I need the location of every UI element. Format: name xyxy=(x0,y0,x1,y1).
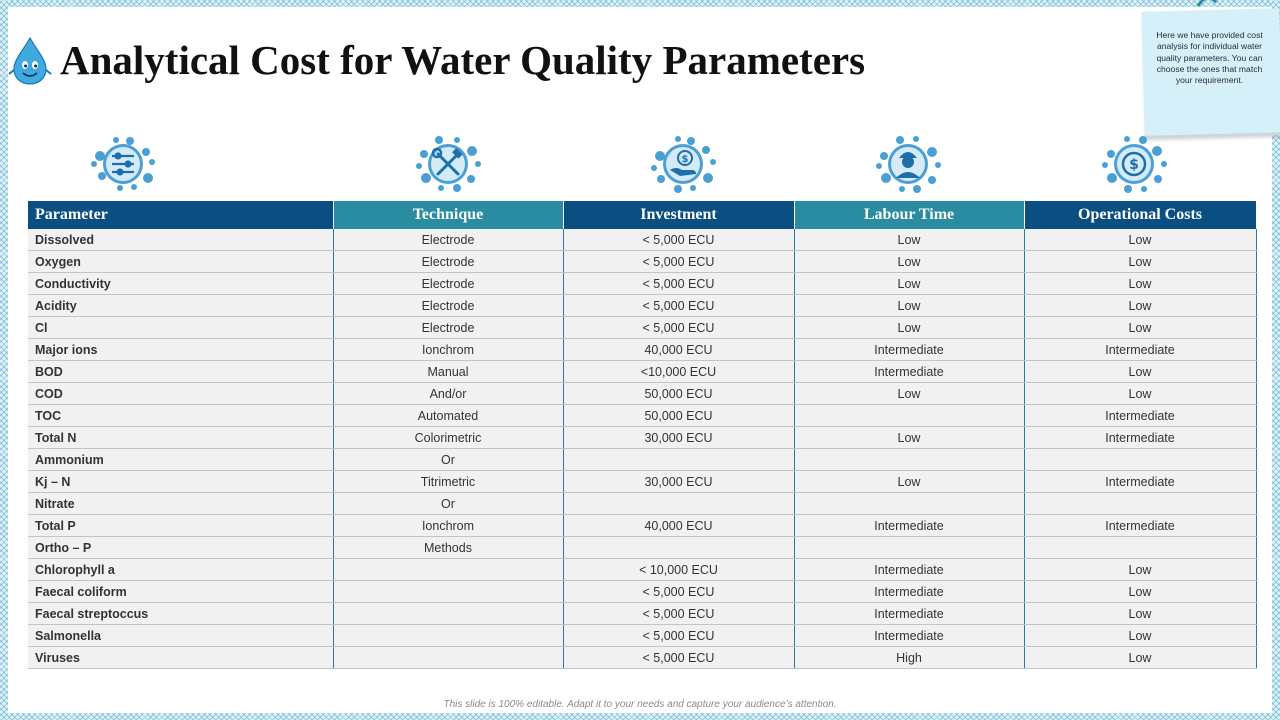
cell-technique: Electrode xyxy=(333,317,563,339)
cell-labour-time: High xyxy=(794,647,1024,669)
cell-parameter: Ammonium xyxy=(28,449,333,471)
cell-operational-costs: Low xyxy=(1024,361,1256,383)
cell-operational-costs xyxy=(1024,537,1256,559)
cell-technique: Titrimetric xyxy=(333,471,563,493)
table-row xyxy=(28,273,1256,295)
cell-parameter: Kj – N xyxy=(28,471,333,493)
cell-parameter: Total N xyxy=(28,427,333,449)
cell-parameter: Dissolved xyxy=(28,229,333,251)
cell-labour-time: Low xyxy=(794,471,1024,493)
dollar-coin-icon xyxy=(1097,134,1171,194)
cell-technique: Electrode xyxy=(333,229,563,251)
frame-border-top xyxy=(0,0,1280,7)
cell-operational-costs: Low xyxy=(1024,317,1256,339)
cell-operational-costs: Low xyxy=(1024,273,1256,295)
cell-operational-costs: Low xyxy=(1024,647,1256,669)
cell-labour-time: Intermediate xyxy=(794,515,1024,537)
cell-technique xyxy=(333,581,563,603)
cell-investment: < 5,000 ECU xyxy=(563,229,794,251)
table-row xyxy=(28,537,1256,559)
table-header-row xyxy=(28,201,1256,229)
cell-investment: 30,000 ECU xyxy=(563,427,794,449)
money-hand-icon xyxy=(646,134,720,194)
cell-investment xyxy=(563,537,794,559)
cell-labour-time: Intermediate xyxy=(794,581,1024,603)
cell-investment: 40,000 ECU xyxy=(563,339,794,361)
frame-border-bottom xyxy=(0,713,1280,720)
cell-technique: Ionchrom xyxy=(333,515,563,537)
cell-parameter: TOC xyxy=(28,405,333,427)
table-row xyxy=(28,229,1256,251)
cell-operational-costs: Low xyxy=(1024,603,1256,625)
cell-parameter: Oxygen xyxy=(28,251,333,273)
cell-operational-costs xyxy=(1024,449,1256,471)
header-parameter: Parameter xyxy=(28,201,333,229)
cell-technique: Or xyxy=(333,493,563,515)
cell-investment: 30,000 ECU xyxy=(563,471,794,493)
cell-parameter: Ortho – P xyxy=(28,537,333,559)
footer-note: This slide is 100% editable. Adapt it to your needs and capture your audience’s attention. xyxy=(443,699,837,710)
table-row xyxy=(28,427,1256,449)
pin-icon xyxy=(1196,0,1218,8)
header-technique: Technique xyxy=(333,201,563,229)
cell-labour-time: Intermediate xyxy=(794,339,1024,361)
cell-technique: Electrode xyxy=(333,295,563,317)
cell-investment: < 5,000 ECU xyxy=(563,581,794,603)
cell-labour-time: Low xyxy=(794,229,1024,251)
cell-investment: < 10,000 ECU xyxy=(563,559,794,581)
cell-parameter: Major ions xyxy=(28,339,333,361)
cell-labour-time xyxy=(794,405,1024,427)
table-row xyxy=(28,625,1256,647)
table-row xyxy=(28,361,1256,383)
cell-technique: Manual xyxy=(333,361,563,383)
cell-operational-costs: Intermediate xyxy=(1024,427,1256,449)
cell-technique xyxy=(333,625,563,647)
cell-operational-costs: Low xyxy=(1024,295,1256,317)
cell-labour-time: Low xyxy=(794,251,1024,273)
cell-parameter: COD xyxy=(28,383,333,405)
cell-technique xyxy=(333,603,563,625)
cell-investment: < 5,000 ECU xyxy=(563,295,794,317)
cell-parameter: Conductivity xyxy=(28,273,333,295)
table-row xyxy=(28,383,1256,405)
cell-labour-time: Low xyxy=(794,427,1024,449)
cell-parameter: Viruses xyxy=(28,647,333,669)
svg-text:$: $ xyxy=(681,154,689,165)
cell-investment: < 5,000 ECU xyxy=(563,625,794,647)
cell-investment: < 5,000 ECU xyxy=(563,603,794,625)
cell-labour-time: Intermediate xyxy=(794,361,1024,383)
table-row xyxy=(28,339,1256,361)
cell-labour-time xyxy=(794,449,1024,471)
table-row xyxy=(28,471,1256,493)
cell-labour-time: Intermediate xyxy=(794,603,1024,625)
table-row xyxy=(28,559,1256,581)
cell-investment xyxy=(563,493,794,515)
cell-investment xyxy=(563,449,794,471)
cell-investment: 40,000 ECU xyxy=(563,515,794,537)
svg-text:$: $ xyxy=(1129,157,1139,173)
cell-investment: < 5,000 ECU xyxy=(563,273,794,295)
cell-operational-costs: Low xyxy=(1024,229,1256,251)
header-operational-costs: Operational Costs xyxy=(1024,201,1256,229)
cell-labour-time: Low xyxy=(794,317,1024,339)
table-body xyxy=(28,229,1256,669)
cell-operational-costs xyxy=(1024,493,1256,515)
cell-technique: Electrode xyxy=(333,273,563,295)
sticky-note-text: Here we have provided cost analysis for individual water quality parameters. You can choose the ones that match your requirement. xyxy=(1156,30,1263,86)
cell-labour-time xyxy=(794,537,1024,559)
cell-labour-time: Intermediate xyxy=(794,559,1024,581)
header-labour-time: Labour Time xyxy=(794,201,1024,229)
table-row xyxy=(28,405,1256,427)
cell-operational-costs: Intermediate xyxy=(1024,471,1256,493)
frame-border-left xyxy=(0,0,8,720)
cell-technique: Colorimetric xyxy=(333,427,563,449)
cell-investment: 50,000 ECU xyxy=(563,405,794,427)
cost-table xyxy=(28,201,1257,669)
cell-technique: Electrode xyxy=(333,251,563,273)
cell-investment: < 5,000 ECU xyxy=(563,647,794,669)
cell-operational-costs: Low xyxy=(1024,625,1256,647)
cell-technique xyxy=(333,559,563,581)
table-row xyxy=(28,251,1256,273)
sliders-icon xyxy=(86,134,160,194)
cell-labour-time: Intermediate xyxy=(794,625,1024,647)
cell-investment: < 5,000 ECU xyxy=(563,317,794,339)
cell-parameter: Acidity xyxy=(28,295,333,317)
cell-technique: Methods xyxy=(333,537,563,559)
cell-technique: Automated xyxy=(333,405,563,427)
cell-investment: < 5,000 ECU xyxy=(563,251,794,273)
page-title: Analytical Cost for Water Quality Parameters xyxy=(60,37,866,83)
cell-parameter: Faecal coliform xyxy=(28,581,333,603)
cell-operational-costs: Intermediate xyxy=(1024,405,1256,427)
cell-operational-costs: Low xyxy=(1024,251,1256,273)
table-row xyxy=(28,603,1256,625)
cell-technique: Or xyxy=(333,449,563,471)
cell-parameter: Faecal streptoccus xyxy=(28,603,333,625)
cell-parameter: Nitrate xyxy=(28,493,333,515)
cell-operational-costs: Low xyxy=(1024,581,1256,603)
table-row xyxy=(28,581,1256,603)
cell-operational-costs: Intermediate xyxy=(1024,515,1256,537)
worker-icon xyxy=(871,134,945,194)
cell-operational-costs: Low xyxy=(1024,383,1256,405)
cell-technique xyxy=(333,647,563,669)
cell-technique: And/or xyxy=(333,383,563,405)
cell-parameter: Chlorophyll a xyxy=(28,559,333,581)
cell-operational-costs: Intermediate xyxy=(1024,339,1256,361)
cell-technique: Ionchrom xyxy=(333,339,563,361)
table-row xyxy=(28,493,1256,515)
tools-icon xyxy=(411,134,485,194)
cell-labour-time: Low xyxy=(794,383,1024,405)
table-row xyxy=(28,295,1256,317)
cell-parameter: BOD xyxy=(28,361,333,383)
cell-investment: <10,000 ECU xyxy=(563,361,794,383)
cell-labour-time: Low xyxy=(794,295,1024,317)
cell-labour-time: Low xyxy=(794,273,1024,295)
cell-parameter: Total P xyxy=(28,515,333,537)
cell-parameter: Cl xyxy=(28,317,333,339)
water-drop-mascot-icon xyxy=(8,36,52,86)
cell-operational-costs: Low xyxy=(1024,559,1256,581)
table-row xyxy=(28,515,1256,537)
cell-labour-time xyxy=(794,493,1024,515)
table-row xyxy=(28,317,1256,339)
cell-parameter: Salmonella xyxy=(28,625,333,647)
table-row xyxy=(28,647,1256,669)
cell-investment: 50,000 ECU xyxy=(563,383,794,405)
table-row xyxy=(28,449,1256,471)
header-investment: Investment xyxy=(563,201,794,229)
